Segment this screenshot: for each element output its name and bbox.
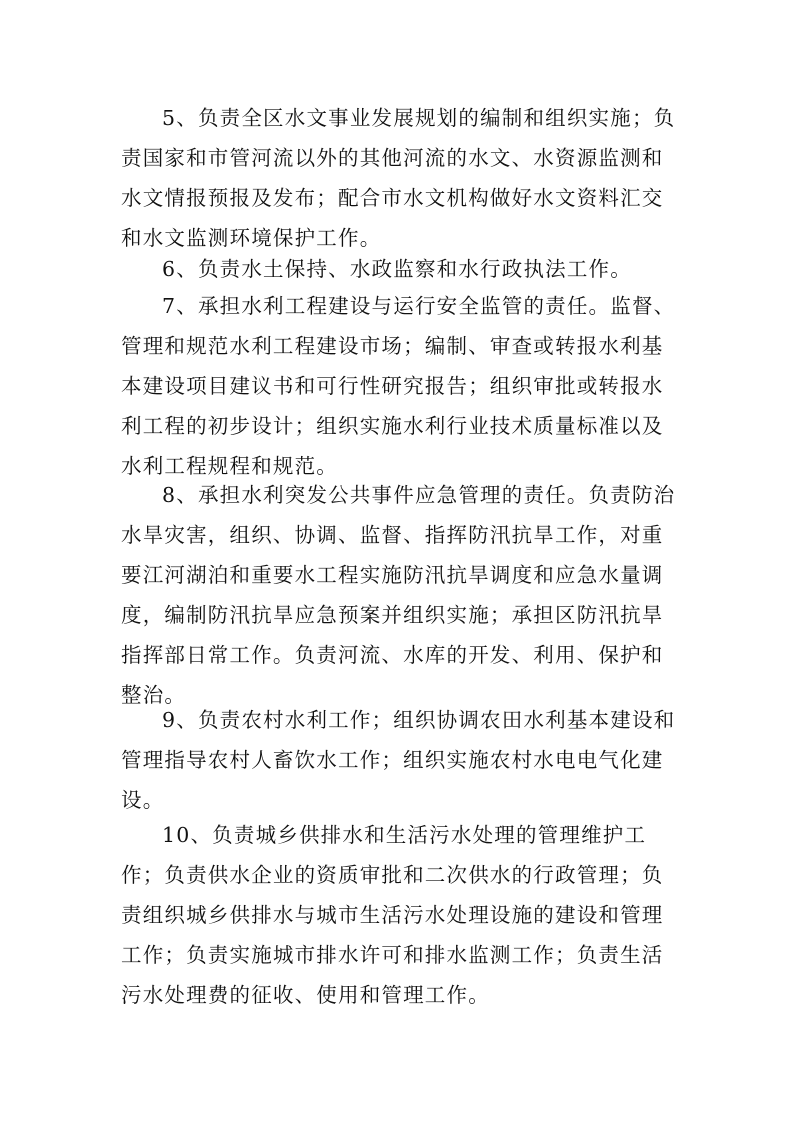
text-line: 和水文监测环境保护工作。 — [121, 226, 382, 250]
text-line: 8、承担水利突发公共事件应急管理的责任。负责防治 — [162, 483, 676, 507]
text-line: 责组织城乡供排水与城市生活污水处理设施的建设和管理 — [121, 903, 664, 927]
paragraph-item-7 — [121, 286, 681, 486]
text-line: 设。 — [121, 788, 165, 812]
text-line: 度，编制防汛抗旱应急预案并组织实施；承担区防汛抗旱 — [121, 603, 664, 627]
text-line: 水旱灾害，组织、协调、监督、指挥防汛抗旱工作，对重 — [121, 523, 664, 547]
text-line: 工作；负责实施城市排水许可和排水监测工作；负责生活 — [121, 943, 664, 967]
paragraph-item-10 — [121, 815, 681, 1015]
text-line: 管理指导农村人畜饮水工作；组织实施农村水电电气化建 — [121, 748, 664, 772]
text-line: 10、负责城乡供排水和生活污水处理的管理维护工 — [162, 823, 647, 847]
text-line: 利工程的初步设计；组织实施水利行业技术质量标准以及 — [121, 414, 664, 438]
text-line: 9、负责农村水利工作；组织协调农田水利基本建设和 — [162, 708, 676, 732]
text-line: 7、承担水利工程建设与运行安全监管的责任。监督、 — [162, 294, 676, 318]
text-line: 要江河湖泊和重要水工程实施防汛抗旱调度和应急水量调 — [121, 563, 664, 587]
text-line: 水文情报预报及发布；配合市水文机构做好水文资料汇交 — [121, 186, 664, 210]
text-line: 整治。 — [121, 683, 187, 707]
text-line: 本建设项目建议书和可行性研究报告；组织审批或转报水 — [121, 374, 664, 398]
text-line: 管理和规范水利工程建设市场；编制、审查或转报水利基 — [121, 334, 664, 358]
paragraph-item-5 — [121, 98, 681, 258]
text-line: 水利工程规程和规范。 — [121, 454, 338, 478]
text-line: 作；负责供水企业的资质审批和二次供水的行政管理；负 — [121, 863, 664, 887]
paragraph-item-8 — [121, 475, 681, 715]
text-line: 责国家和市管河流以外的其他河流的水文、水资源监测和 — [121, 146, 664, 170]
paragraph-item-6 — [121, 249, 681, 289]
text-line: 指挥部日常工作。负责河流、水库的开发、利用、保护和 — [121, 643, 664, 667]
text-line: 6、负责水土保持、水政监察和水行政执法工作。 — [162, 257, 632, 281]
text-line: 5、负责全区水文事业发展规划的编制和组织实施；负 — [162, 106, 676, 130]
paragraph-item-9 — [121, 700, 681, 820]
text-line: 污水处理费的征收、使用和管理工作。 — [121, 983, 490, 1007]
